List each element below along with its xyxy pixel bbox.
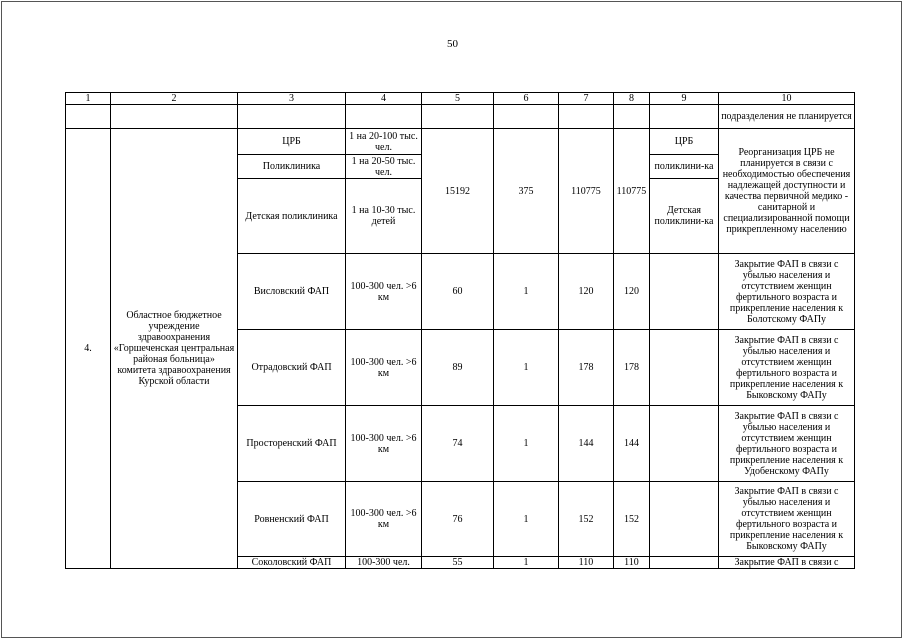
cell-col6: 1 [494,482,559,557]
unit-col9: поликлини-ка [650,155,719,179]
header-cell: 1 [66,93,111,105]
header-cell: 3 [238,93,346,105]
unit-name: ЦРБ [238,129,346,155]
cell-col6: 375 [494,129,559,254]
fap-capacity: 100-300 чел. >6 км [346,482,422,557]
header-cell: 9 [650,93,719,105]
fap-name: Ровненский ФАП [238,482,346,557]
unit-capacity: 1 на 20-50 тыс. чел. [346,155,422,179]
cell-col7: 144 [559,406,614,482]
cell-col8: 110 [614,557,650,569]
header-cell: 10 [719,93,855,105]
fap-name: Висловский ФАП [238,254,346,330]
header-cell: 2 [111,93,238,105]
cell-col6: 1 [494,406,559,482]
header-cell: 8 [614,93,650,105]
continuation-row [66,105,855,129]
continuation-note: подразделения не планируется [719,105,855,129]
cell-col5: 89 [422,330,494,406]
cell-col5: 74 [422,406,494,482]
fap-name: Просторенский ФАП [238,406,346,482]
organization-name: Областное бюджетное учреждение здравоохранения «Горшеченская центральная районая больница» комитета здравоохранения Курской области [111,129,238,569]
cell-col5: 55 [422,557,494,569]
header-cell: 6 [494,93,559,105]
fap-note: Закрытие ФАП в связи с [719,557,855,569]
fap-name: Соколовский ФАП [238,557,346,569]
cell-col6: 1 [494,254,559,330]
header-cell: 5 [422,93,494,105]
page-number: 50 [447,38,458,50]
table-row [66,129,855,155]
unit-capacity: 1 на 20-100 тыс. чел. [346,129,422,155]
cell-col6: 1 [494,557,559,569]
fap-capacity: 100-300 чел. >6 км [346,406,422,482]
unit-name: Поликлиника [238,155,346,179]
cell-col7: 178 [559,330,614,406]
fap-note: Закрытие ФАП в связи с убылью населения и отсутствием женщин фертильного возраста и прикрепление населения к Быковскому ФАПу [719,330,855,406]
unit-name: Детская поликлиника [238,179,346,254]
fap-note: Закрытие ФАП в связи с убылью населения и отсутствием женщин фертильного возраста и прикрепление населения к Удобенскому ФАПу [719,406,855,482]
cell-col8: 144 [614,406,650,482]
unit-col9: Детская поликлини-ка [650,179,719,254]
header-cell: 7 [559,93,614,105]
fap-capacity: 100-300 чел. >6 км [346,330,422,406]
row-number: 4. [66,129,111,569]
cell-col7: 110 [559,557,614,569]
cell-col8: 152 [614,482,650,557]
cell-col8: 120 [614,254,650,330]
cell-col7: 120 [559,254,614,330]
cell-col5: 15192 [422,129,494,254]
fap-note: Закрытие ФАП в связи с убылью населения и отсутствием женщин фертильного возраста и прикрепление населения к Быковскому ФАПу [719,482,855,557]
cell-col8: 110775 [614,129,650,254]
unit-col9: ЦРБ [650,129,719,155]
cell-col7: 152 [559,482,614,557]
cell-col6: 1 [494,330,559,406]
header-cell: 4 [346,93,422,105]
fap-note: Закрытие ФАП в связи с убылью населения и отсутствием женщин фертильного возраста и прикрепление населения к Болотскому ФАПу [719,254,855,330]
fap-name: Отрадовский ФАП [238,330,346,406]
facilities-table [65,92,855,569]
cell-col7: 110775 [559,129,614,254]
unit-note: Реорганизация ЦРБ не планируется в связи с необходимостью обеспечения надлежащей доступности и качества первичной медико - санитарной и специализированной помощи прикрепленному населению [719,129,855,254]
cell-col8: 178 [614,330,650,406]
fap-capacity: 100-300 чел. >6 км [346,254,422,330]
cell-col5: 60 [422,254,494,330]
cell-col5: 76 [422,482,494,557]
fap-capacity: 100-300 чел. [346,557,422,569]
header-row [66,93,855,105]
unit-capacity: 1 на 10-30 тыс. детей [346,179,422,254]
